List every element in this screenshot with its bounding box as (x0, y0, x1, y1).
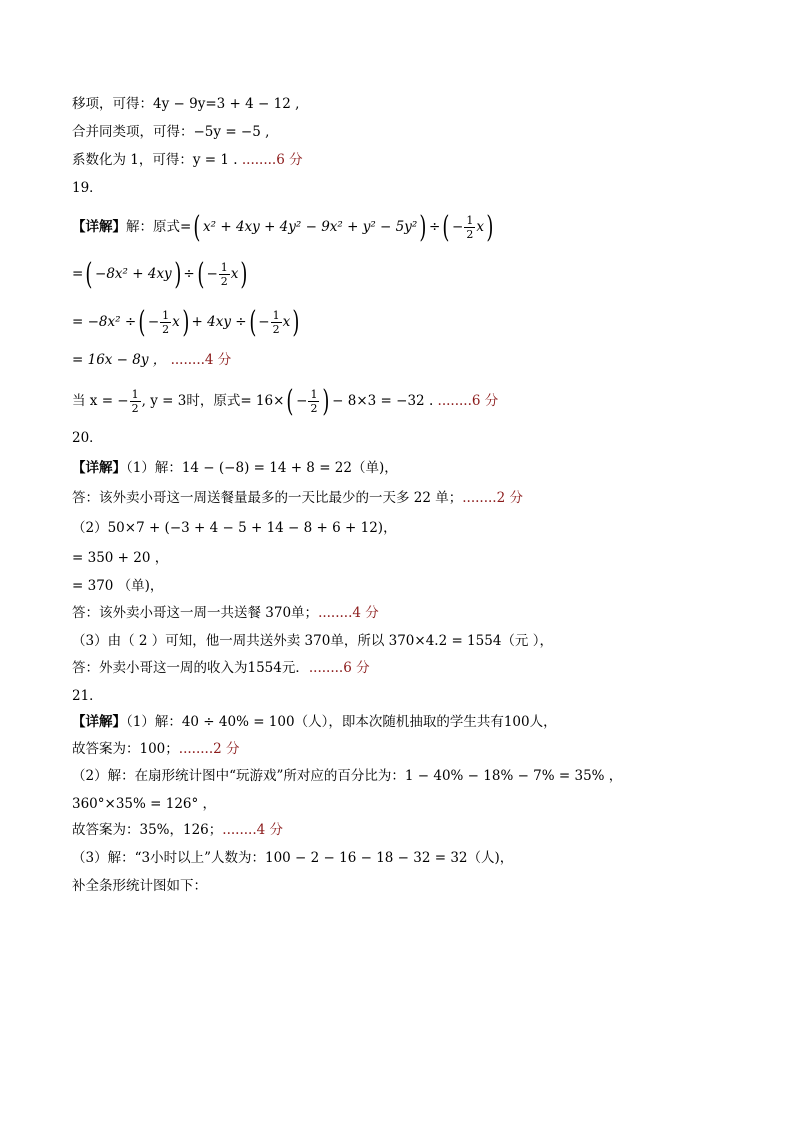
q20-number: 20． (72, 430, 103, 446)
q21-line-3: （2）解：在扇形统计图中“玩游戏”所对应的百分比为：1 − 40% − 18% − 7% = 35% ， (72, 768, 623, 784)
q21-line-7: 补全条形统计图如下： (72, 878, 207, 894)
q19-line-1: 【详解】解：原式=( x² + 4xy + 4y² − 9x² + y² − 5y²) ÷( − $\frac{1}{2}$ x) (72, 209, 494, 245)
q20-line-2: 答：该外卖小哥这一周送餐量最多的一天比最少的一天多 22 单；........2 分 (72, 490, 523, 506)
q21-line-6: （3）解：“3小时以上”人数为：100 − 2 − 16 − 18 − 32 = 32（人)， (72, 850, 514, 866)
fraction: $\frac{1}{2}$ (272, 309, 280, 336)
q19-line-4: = 16x − 8y ， ........4 分 (72, 352, 232, 368)
q21-line-4: 360°×35% = 126° ， (72, 796, 217, 812)
q20-line-7: （3）由（ 2 ）可知，他一周共送外卖 370单，所以 370×4.2 = 1554（元 ）， (72, 633, 553, 649)
q18-line-2: 合并同类项，可得：−5y = −5 , (72, 124, 270, 140)
q20-line-6: 答：该外卖小哥这一周一共送餐 370单；........4 分 (72, 605, 379, 621)
q21-line-1: 【详解】（1）解：40 ÷ 40% = 100（人），即本次随机抽取的学生共有100人， (72, 714, 557, 730)
q19-line-5: 当 x = − $\frac{1}{2}$ , y = 3时，原式= 16×( − $\frac{1}{2}$ ) − 8×3 = −32 . ........6 分 (72, 383, 499, 419)
score-mark: ........2 分 (178, 741, 240, 757)
score-mark: ........4 分 (222, 822, 283, 838)
score-mark: ........6 分 (437, 393, 499, 409)
q20-line-5: = 370 （单)， (72, 578, 164, 594)
q18-line-3: 系数化为 1，可得：y = 1 . ........6 分 (72, 152, 303, 168)
q20-line-4: = 350 + 20 ， (72, 550, 169, 566)
q20-line-3: （2）50×7 + (−3 + 4 − 5 + 14 − 8 + 6 + 12)， (72, 520, 397, 536)
fraction: $\frac{1}{2}$ (162, 309, 170, 336)
fraction: $\frac{1}{2}$ (131, 388, 139, 415)
q21-line-2: 故答案为：100；........2 分 (72, 741, 240, 757)
fraction: $\frac{1}{2}$ (220, 261, 228, 288)
q20-line-1: 【详解】（1）解：14 − (−8) = 14 + 8 = 22（单)， (72, 460, 398, 476)
q20-line-8: 答：外卖小哥这一周的收入为1554元．........6 分 (72, 660, 370, 676)
q19-line-3: = −8x² ÷( − $\frac{1}{2}$ x) + 4xy ÷( − $\frac{1}{2}$ x) (72, 304, 300, 340)
fraction: $\frac{1}{2}$ (466, 214, 474, 241)
score-mark: ........2 分 (462, 490, 523, 506)
q21-number: 21． (72, 688, 103, 704)
score-mark: ........4 分 (318, 605, 379, 621)
q19-line-2: =( −8x² + 4xy) ÷( − $\frac{1}{2}$ x) (72, 256, 248, 292)
score-mark: ........6 分 (241, 152, 303, 168)
score-mark: ........4 分 (170, 352, 232, 368)
q21-line-5: 故答案为：35%，126；........4 分 (72, 822, 283, 838)
score-mark: ........6 分 (308, 660, 370, 676)
q19-number: 19． (72, 180, 103, 196)
q18-line-1: 移项，可得：4y − 9y=3 + 4 − 12 , (72, 96, 300, 112)
fraction: $\frac{1}{2}$ (310, 388, 318, 415)
